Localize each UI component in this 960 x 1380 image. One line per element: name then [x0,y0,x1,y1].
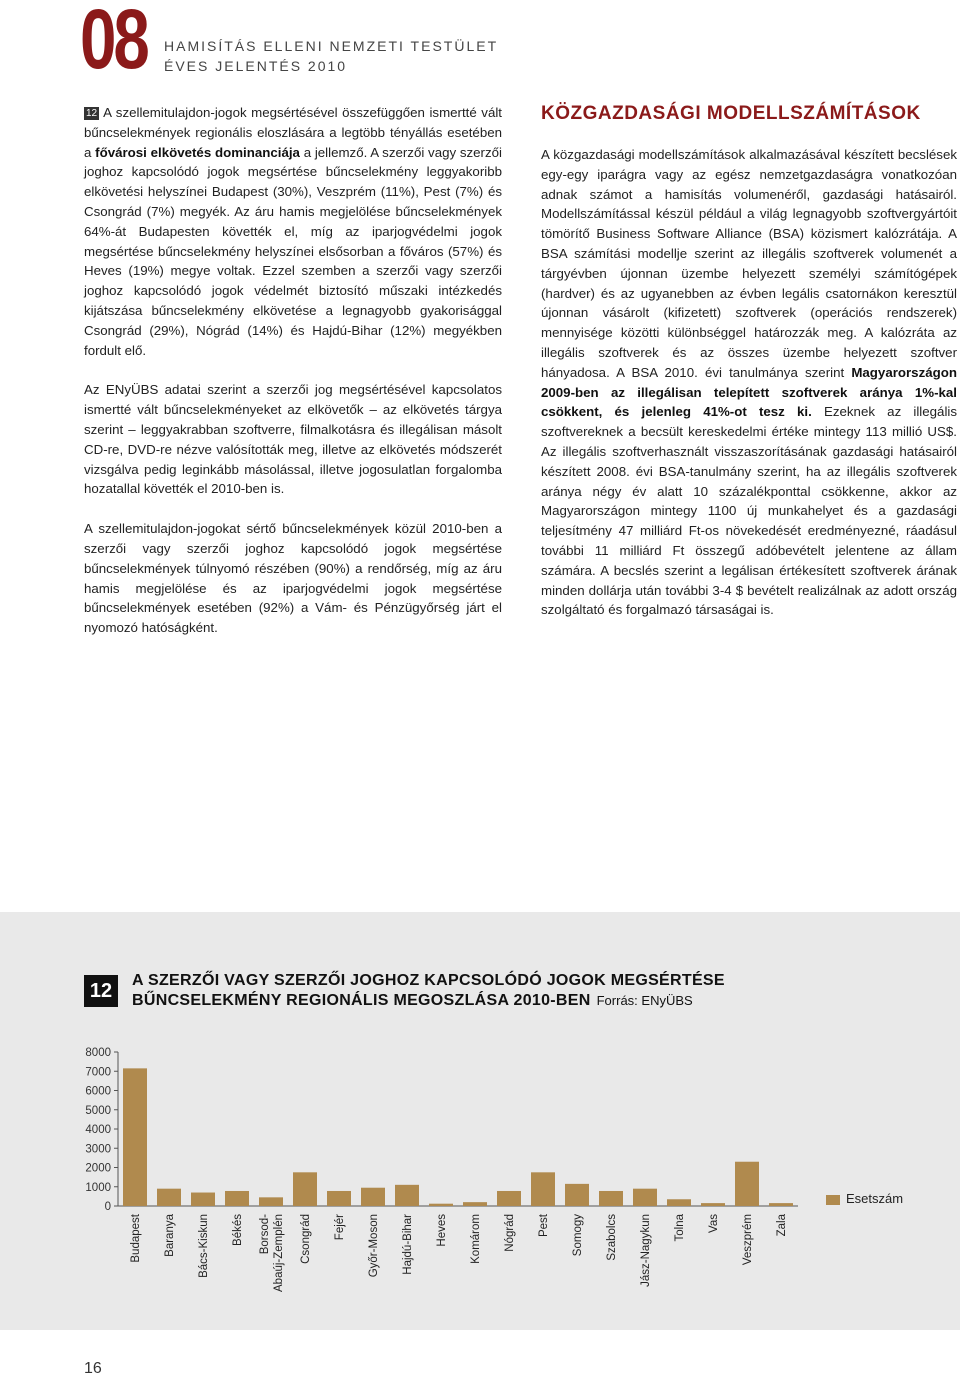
bar-békés [225,1191,249,1206]
bar-somogy [565,1184,589,1206]
x-tick-label: Tolna [674,1214,686,1242]
x-tick-label: Győr-Moson [368,1214,380,1278]
x-tick-label: Nógrád [504,1214,516,1252]
bar-hajdú-bihar [395,1185,419,1206]
org-name: HAMISÍTÁS ELLENI NEMZETI TESTÜLET [164,38,499,54]
x-tick-label: Bács-Kiskun [198,1214,210,1278]
y-tick-label: 5000 [85,1104,111,1117]
x-tick-label: Somogy [572,1214,584,1257]
legend-label: Esetszám [846,1191,904,1206]
bar-szabolcs [599,1191,623,1206]
legend-swatch [826,1195,840,1205]
y-tick-label: 4000 [85,1124,111,1136]
x-tick-label: Békés [232,1214,244,1246]
bar-győr-moson [361,1188,385,1206]
page-number: 16 [84,1360,102,1377]
right-bold: Magyarországon 2009-ben az illegálisan telepített szoftverek aránya 1%-kal csökkent, és jelenleg 41%-ot tesz ki. [541,364,957,420]
bar-borsod-abaúj-zemplén [259,1197,283,1206]
x-tick-label: Hajdú-Bihar [402,1214,414,1275]
figure-title-text: BŰNCSELEKMÉNY REGIONÁLIS MEGOSZLÁSA 2010-BEN [132,992,591,1009]
left-paragraph-2: Az ENyÜBS adatai szerint a szerzői jog megsértésével kapcsolatos ismertté vált bűncselekményeket az elkövetők – az elkövetés tárgya szerint – leggyakrabban szoftverre, filmalkotásra és illegálisan másolt CD-re, DVD-re nézve valósították meg, illetve az elkövetés módszerét vizsgálva pedig leginkább másolással, illetve jogosulatlan forgalomba hozatallal követték el 2010-ben is. [84,382,502,497]
left-p1-text-a: A szellemitulajdon-jogok megsértésével összefüggően ismertté vált bűncselekmények regionális eloszlására a legtöbb tényállás esetében a [84,105,502,160]
x-tick-label: Abaúj-Zemplén [273,1214,285,1292]
x-tick-label: Fejér [334,1214,346,1241]
bar-budapest [123,1068,147,1206]
x-tick-label: Heves [436,1214,448,1247]
x-tick-label: Budapest [130,1214,142,1263]
figure-source: Forrás: ENyÜBS [596,993,693,1008]
bar-nógrád [497,1191,521,1206]
bar-baranya [157,1189,181,1206]
x-tick-label: Csongrád [300,1214,312,1264]
bar-csongrád [293,1172,317,1206]
bar-bács-kiskun [191,1193,215,1206]
bar-jász-nagykun [633,1189,657,1206]
report-title: ÉVES JELENTÉS 2010 [164,58,348,74]
right-text-a: A közgazdasági modellszámítások alkalmazásával készített becslések egy-egy iparágra vagy az egész nemzetgazdaságra vonatkozóan adnak számot a hamisítás volumenéről, gazdasági hatásairól. Modellszámítással készül például a világ legnagyobb szoftvergyártóit tömörítő Business Software Alliance (BSA) közismert kalózrátája. A BSA számítási modellje szerint az illegális szoftverek volumenét a tárgyévben újonnan üzembe helyezett személyi számítógépek (hardver) és az ugyanebben az évben legális csatornákon keresztül újonnan vásárolt (kifizetett) szoftverek (operációs rendszerek) mennyisége közötti különbséggel határozzák meg. A kalózráta az illegális szoftverek és az összes üzembe helyezett szoftver hányadosa. A BSA 2010. évi tanulmánya szerint [541,147,957,380]
bar-heves [429,1204,453,1206]
bar-fejér [327,1191,351,1206]
y-tick-label: 1000 [85,1181,111,1194]
left-p1-text-b: a jellemző. A szerzői vagy szerzői joghoz kapcsolódó jogok megsértése bűncselekmény leggyakoribb elkövetési helyszínei Budapest (30%), Veszprém (11%), Pest (7%) és Csongrád (7%) megyék. Az áru hamis megjelölése bűncselekmények 64%-át Budapesten követték el, míg az iparjogvédelmi jogok megsértése bűncselekmény helyszínei elsősorban a főváros (57%) és Heves (19%) megye voltak. Ezzel szemben a szerzői vagy szerzői joghoz kapcsolódó jogok védelmét biztosító műszaki intézkedés kijátszása bűncselekmény elkövetése a legnagyobb gyakorisággal Csongrád (29%), Nógrád (14%) és Hajdú-Bihar (12%) megyékben fordult elő. [84,144,502,358]
x-tick-label: Pest [538,1214,550,1238]
bar-tolna [667,1199,691,1206]
bar-veszprém [735,1162,759,1206]
x-tick-label: Vas [708,1214,720,1233]
section-heading: KÖZGAZDASÁGI MODELLSZÁMÍTÁSOK [541,103,921,124]
left-p1-bold: fővárosi elkövetés dominanciája [95,144,300,160]
y-tick-label: 2000 [85,1162,111,1175]
x-tick-label: Zala [776,1214,788,1237]
y-tick-label: 3000 [85,1143,111,1156]
chapter-number: 08 [80,0,147,86]
y-tick-label: 6000 [85,1085,111,1098]
bar-komárom [463,1202,487,1206]
y-tick-label: 0 [104,1201,111,1213]
figure-number-badge: 12 [84,975,118,1007]
x-tick-label: Komárom [470,1214,482,1264]
x-tick-label: Baranya [164,1214,176,1257]
x-tick-label: Jász-Nagykun [640,1214,652,1287]
left-paragraph-3: A szellemitulajdon-jogokat sértő bűncselekmények közül 2010-ben a szerzői vagy szerzői joghoz kapcsolódó jogok megsértése bűncselekmények túlnyomó részében (90%) a rendőrség, míg az áru hamis megjelölése és az iparjogvédelmi jogok megsértése bűncselekmények esetében (92%) a Vám- és Pénzügyőrség járt el nyomozó hatóságként. [84,521,502,636]
right-text-b: Ezeknek az illegális szoftvereknek a becsült kereskedelmi értéke mintegy 113 millió US$. Az illegális szoftverhasznált visszaszorításának gazdasági hatásairól készített 2008. évi BSA-tanulmány szerint, ha az illegális szoftverek aránya négy év alatt 10 százalékponttal csökkenne, akkor az Magyarországon mintegy 1100 új munkahelyet és a gazdasági teljesítmény 47 milliárd Ft-os növekedését eredményezné, ráadásul további 11 milliárd Ft összegű adóbevételt jelentene az állam számára. A becslés szerint a legálisan értékesített szoftverek árának minden dollárja után további 3-4 $ bevételt realizálnak az adott ország szolgáltató és forgalmazó társaságai is. [541,404,958,618]
bar-vas [701,1203,725,1206]
figure-title-line-1: A SZERZŐI VAGY SZERZŐI JOGHOZ KAPCSOLÓDÓ JOGOK MEGSÉRTÉSE [132,972,725,989]
y-tick-label: 7000 [85,1066,111,1079]
figure-ref-badge: 12 [86,108,98,119]
x-tick-label: Szabolcs [606,1214,618,1261]
y-tick-label: 8000 [85,1047,111,1059]
x-tick-label: Borsod- [259,1214,271,1255]
x-tick-label: Veszprém [742,1214,754,1266]
bar-pest [531,1172,555,1206]
bar-zala [769,1203,793,1206]
